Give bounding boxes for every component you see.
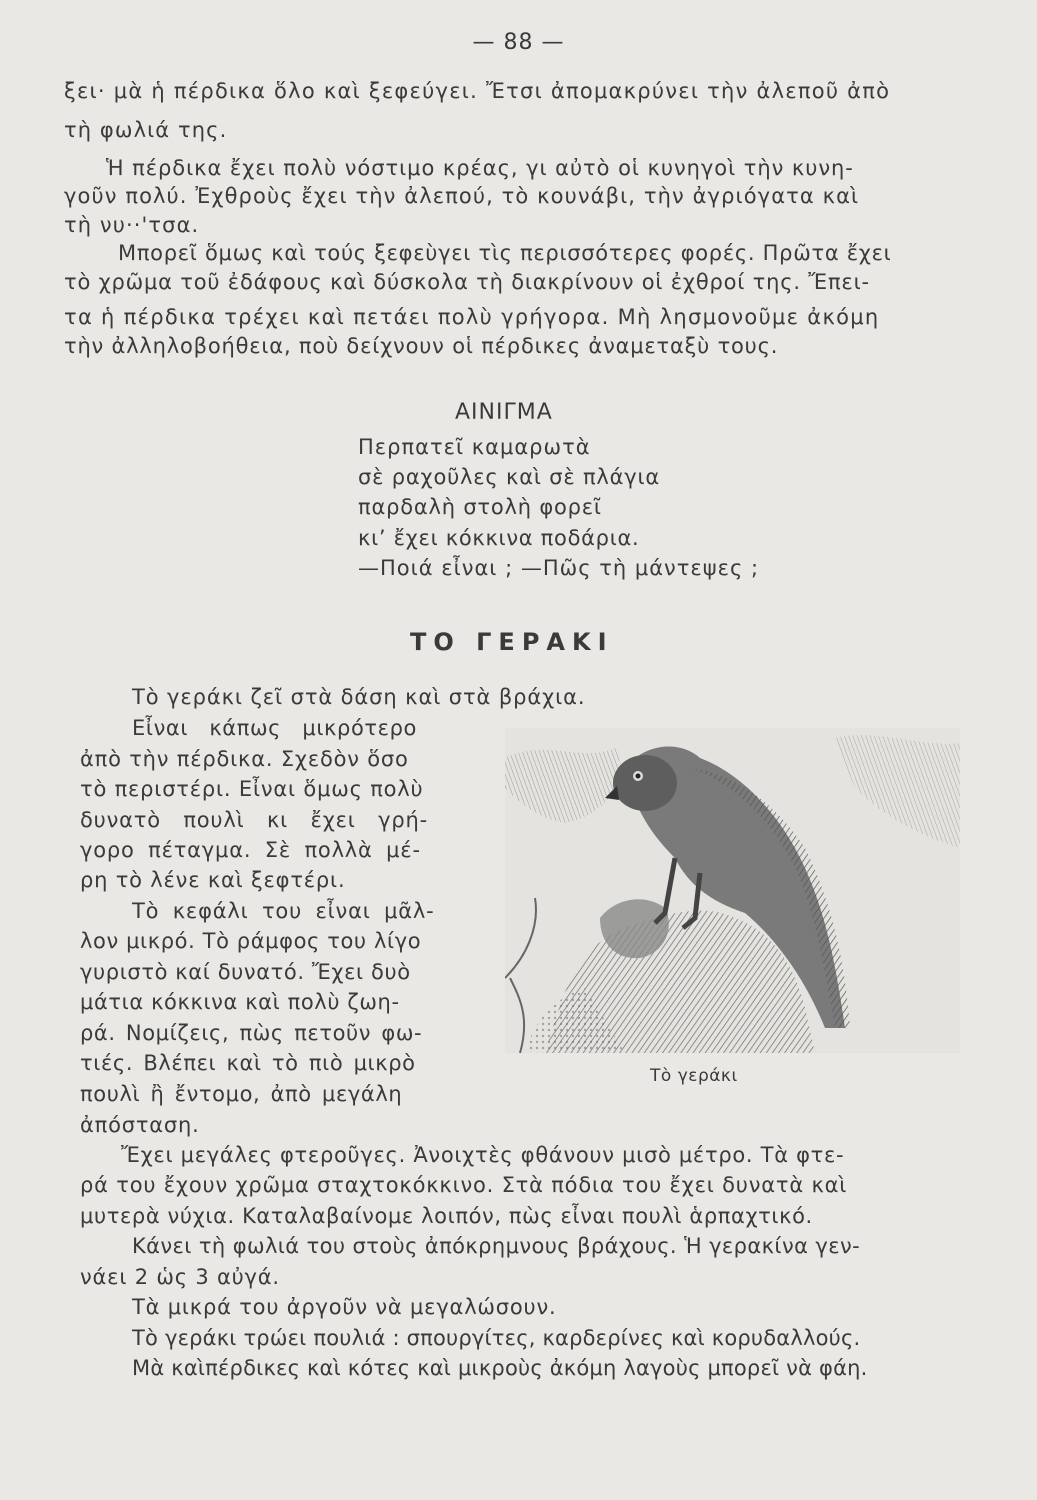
- partridge-line: Μπορεῖ ὅμως καὶ τούς ξεφεὺγει τὶς περισσότερες φορές. Πρῶτα ἔχει: [118, 241, 892, 265]
- hawk-illustration: [505, 728, 960, 1053]
- hawk-line: Κάνει τὴ φωλιά του στοὺς ἀπόκρημνους βράχους. Ἡ γερακίνα γεν-: [132, 1234, 861, 1258]
- hawk-line: Μὰ καὶπέρδικες καὶ κότες καὶ μικροὺς ἀκόμη λαγοὺς μπορεῖ νὰ φάη.: [132, 1356, 868, 1380]
- hawk-line: μάτια κόκκινα καὶ πολὺ ζωη-: [80, 990, 400, 1014]
- hawk-line: πουλὶ ἢ ἔντομο, ἀπὸ μεγάλη: [80, 1082, 403, 1106]
- partridge-line: τα ἡ πέρδικα τρέχει καὶ πετάει πολὺ γρήγορα. Μὴ λησμονοῦμε ἀκόμη: [64, 305, 880, 329]
- riddle-line: κι’ ἔχει κόκκινα ποδάρια.: [358, 526, 640, 550]
- hawk-line: μυτερὰ νύχια. Καταλαβαίνομε λοιπόν, πὼς εἶναι πουλὶ ἁρπαχτικό.: [80, 1204, 813, 1228]
- riddle-title: ΑΙΝΙΓΜΑ: [455, 400, 553, 425]
- partridge-line: Ἡ πέρδικα ἔχει πολὺ νόστιμο κρέας, γι αὐτὸ οἱ κυνηγοὶ τὴν κυνη-: [106, 156, 854, 180]
- hawk-line: δυνατὸ πουλὶ κι ἔχει γρή-: [80, 808, 429, 832]
- partridge-line: τὴ νυ··'τσα.: [64, 213, 200, 237]
- riddle-line: Περπατεῖ καμαρωτὰ: [358, 435, 591, 459]
- riddle-line: σὲ ραχοῦλες καὶ σὲ πλάγια: [358, 465, 661, 489]
- hawk-line: λον μικρό. Τὸ ράμφος του λίγο: [80, 929, 422, 953]
- hawk-line: ἀπὸ τὴν πέρδικα. Σχεδὸν ὅσο: [80, 747, 409, 771]
- hawk-line: γυριστὸ καί δυνατό. Ἔχει δυὸ: [80, 960, 411, 984]
- hawk-line: τιές. Βλέπει καὶ τὸ πιὸ μικρὸ: [80, 1051, 416, 1075]
- hawk-line: Ἔχει μεγάλες φτεροῦγες. Ἀνοιχτὲς φθάνουν μισὸ μέτρο. Τὰ φτε-: [121, 1143, 845, 1167]
- hawk-line: ρη τὸ λένε καὶ ξεφτέρι.: [80, 868, 346, 892]
- hawk-line: τὸ περιστέρι. Εἶναι ὅμως πολὺ: [80, 777, 424, 801]
- hawk-line: νάει 2 ὡς 3 αὐγά.: [80, 1265, 280, 1289]
- partridge-line: τὴν ἀλληλοβοήθεια, ποὺ δείχνουν οἱ πέρδικες ἀναμεταξὺ τους.: [64, 334, 779, 358]
- hawk-line: Τὸ γεράκι τρώει πουλιά : σπουργίτες, καρδερίνες καὶ κορυδαλλούς.: [132, 1326, 861, 1350]
- partridge-line: τὴ φωλιά της.: [64, 118, 228, 142]
- partridge-line: τὸ χρῶμα τοῦ ἐδάφους καὶ δύσκολα τὴ διακρίνουν οἱ ἐχθροί της. Ἔπει-: [64, 270, 870, 294]
- hawk-line: Τὸ γεράκι ζεῖ στὰ δάση καὶ στὰ βράχια.: [132, 685, 586, 709]
- hawk-line: Τὰ μικρά του ἀργοῦν νὰ μεγαλώσουν.: [132, 1295, 557, 1319]
- hawk-line: Εἶναι κάπως μικρότερο: [132, 716, 417, 740]
- partridge-line: ξει· μὰ ἡ πέρδικα ὅλο καὶ ξεφεύγει. Ἔτσι ἀπομακρύνει τὴν ἀλεποῦ ἀπὸ: [64, 79, 891, 103]
- hawk-line: Τὸ κεφάλι του εἶναι μᾶλ-: [132, 899, 435, 923]
- hawk-line: ρά του ἔχουν χρῶμα σταχτοκόκκινο. Στὰ πόδια του ἔχει δυνατὰ καὶ: [80, 1173, 848, 1197]
- riddle-line: —Ποιά εἶναι ; —Πῶς τὴ μάντεψες ;: [358, 556, 760, 580]
- hawk-line: ἀπόσταση.: [80, 1113, 200, 1137]
- hawk-line: ρά. Νομίζεις, πὼς πετοῦν φω-: [80, 1021, 423, 1045]
- illustration-caption: Τὸ γεράκι: [650, 1066, 738, 1086]
- page-number: — 88 —: [472, 30, 565, 55]
- hawk-line: γορο πέταγμα. Σὲ πολλὰ μέ-: [80, 838, 421, 862]
- hawk-title: ΤΟ ΓΕΡΑΚΙ: [410, 628, 614, 656]
- riddle-line: παρδαλὴ στολὴ φορεῖ: [358, 495, 602, 519]
- partridge-line: γοῦν πολύ. Ἐχθροὺς ἔχει τὴν ἀλεπού, τὸ κουνάβι, τὴν ἀγριόγατα καὶ: [64, 184, 860, 208]
